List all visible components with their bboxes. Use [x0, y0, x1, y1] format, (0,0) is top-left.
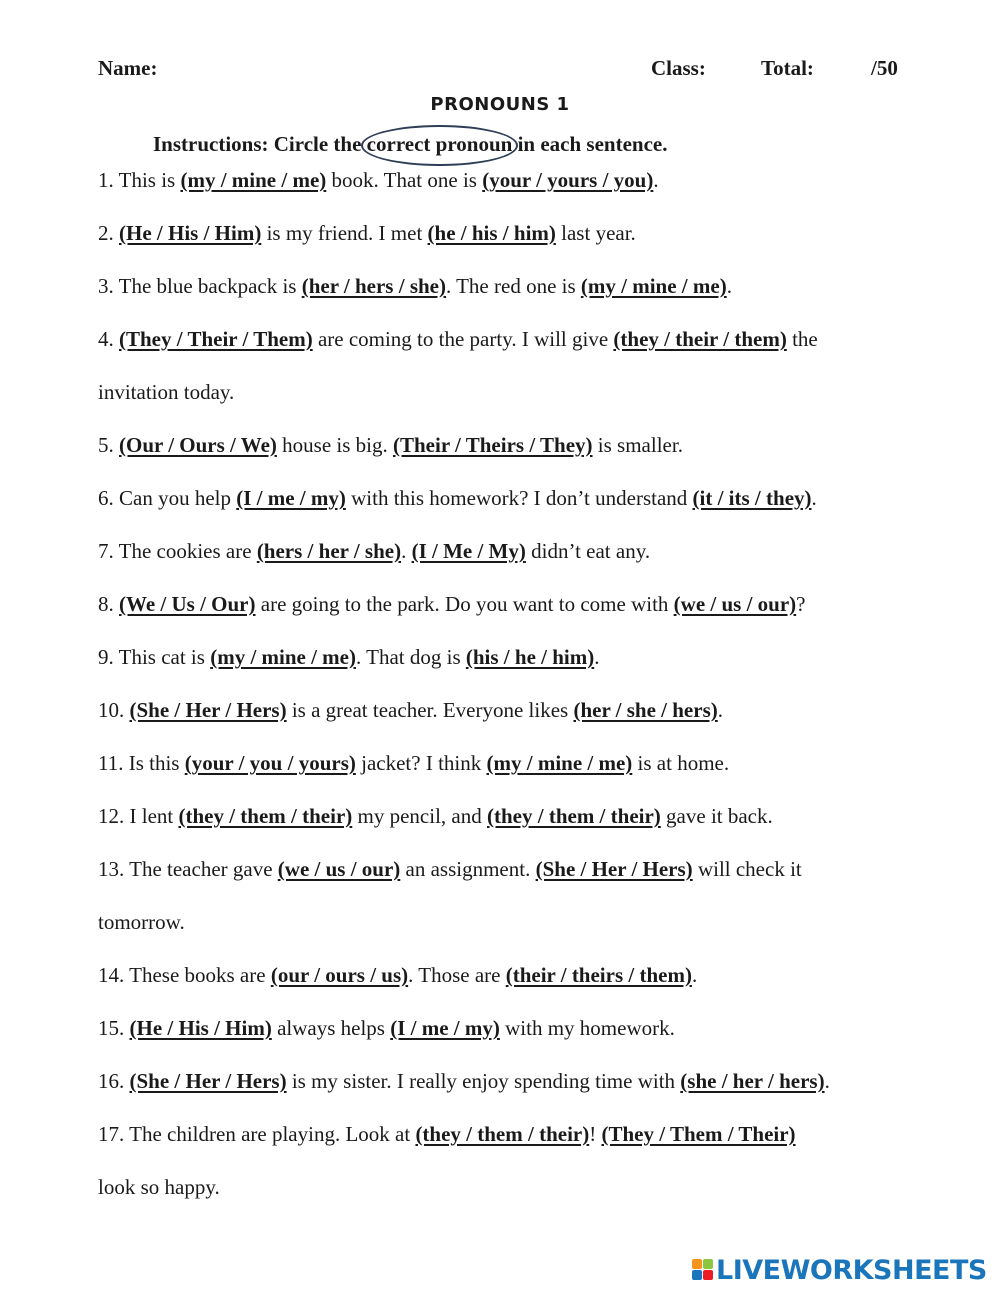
sentence-text: 7. The cookies are: [98, 539, 257, 563]
pronoun-choice[interactable]: (his / he / him): [465, 645, 595, 669]
question-line: [98, 272, 908, 325]
sentence-text: 9. This cat is: [98, 645, 211, 669]
pronoun-choice[interactable]: (we / us / our): [673, 592, 797, 616]
sentence-text: . Those are: [408, 963, 506, 987]
sentence-text: book. That one is: [326, 168, 483, 192]
sentence-text: didn’t eat any.: [525, 539, 651, 563]
sentence-text: gave it back.: [660, 804, 773, 828]
sentence-text: 11. Is this: [98, 751, 185, 775]
pronoun-choice[interactable]: (my / mine / me): [210, 645, 356, 669]
sentence-text: 14. These books are: [98, 963, 271, 987]
question-line: [98, 908, 908, 961]
instructions-circled-text: correct pronoun: [366, 132, 513, 156]
sentence-text: .: [653, 168, 659, 192]
question-line: [98, 166, 908, 219]
question-line: [98, 1014, 908, 1067]
question-line: [98, 855, 908, 908]
question-line: [98, 590, 908, 643]
pronoun-choice[interactable]: (they / them / their): [487, 804, 661, 828]
pronoun-choice[interactable]: (her / she / hers): [573, 698, 718, 722]
sentence-text: 10.: [98, 698, 130, 722]
pronoun-choice[interactable]: (my / mine / me): [486, 751, 633, 775]
pronoun-choice[interactable]: (their / theirs / them): [505, 963, 692, 987]
sentence-text: .: [717, 698, 723, 722]
question-line: [98, 1120, 908, 1173]
question-line: [98, 643, 908, 696]
question-line: [98, 749, 908, 802]
sentence-text: .: [824, 1069, 830, 1093]
sentence-text: jacket? I think: [355, 751, 487, 775]
total-label: Total:: [761, 56, 814, 80]
pronoun-choice[interactable]: (they / them / their): [178, 804, 353, 828]
sentence-text: house is big.: [276, 433, 393, 457]
sentence-text: look so happy.: [98, 1175, 220, 1199]
sentence-text: .: [401, 539, 412, 563]
pronoun-choice[interactable]: (it / its / they): [692, 486, 812, 510]
question-line: [98, 484, 908, 537]
instructions: [153, 132, 667, 157]
total-max: /50: [871, 56, 898, 80]
pronoun-choice[interactable]: (I / me / my): [390, 1016, 500, 1040]
question-line: [98, 696, 908, 749]
liveworksheets-logo-icon: [692, 1259, 714, 1281]
pronoun-choice[interactable]: (my / mine / me): [180, 168, 327, 192]
sentence-text: 8.: [98, 592, 119, 616]
pronoun-choice[interactable]: (we / us / our): [277, 857, 401, 881]
name-label: Name:: [98, 56, 158, 80]
question-line: [98, 219, 908, 272]
sentence-text: 16.: [98, 1069, 130, 1093]
pronoun-choice[interactable]: (She / Her / Hers): [535, 857, 693, 881]
sentence-text: .: [811, 486, 817, 510]
sentence-text: !: [589, 1122, 602, 1146]
sentence-text: always helps: [271, 1016, 391, 1040]
sentence-text: is my friend. I met: [261, 221, 428, 245]
sentence-text: will check it: [692, 857, 802, 881]
instructions-before: Instructions: Circle the: [153, 132, 367, 156]
question-line: [98, 537, 908, 590]
sentence-text: . That dog is: [356, 645, 466, 669]
pronoun-choice[interactable]: (they / them / their): [415, 1122, 590, 1146]
sentence-text: 1. This is: [98, 168, 181, 192]
worksheet-title: PRONOUNS 1: [430, 94, 570, 115]
pronoun-choice[interactable]: (He / His / Him): [129, 1016, 272, 1040]
question-line: [98, 431, 908, 484]
sentence-text: .: [594, 645, 600, 669]
pronoun-choice[interactable]: (Their / Theirs / They): [393, 433, 593, 457]
pronoun-choice[interactable]: (your / you / yours): [184, 751, 356, 775]
sentence-text: with my homework.: [499, 1016, 675, 1040]
sentence-text: is smaller.: [592, 433, 683, 457]
class-label: Class:: [651, 56, 706, 80]
pronoun-choice[interactable]: (We / Us / Our): [119, 592, 256, 616]
sentence-text: is my sister. I really enjoy spending time with: [286, 1069, 681, 1093]
logo-text: LIVEWORKSHEETS: [716, 1254, 987, 1286]
sentence-text: tomorrow.: [98, 910, 185, 934]
pronoun-choice[interactable]: (She / Her / Hers): [129, 698, 287, 722]
question-line: [98, 1067, 908, 1120]
sentence-text: 2.: [98, 221, 119, 245]
question-line: [98, 802, 908, 855]
pronoun-choice[interactable]: (they / their / them): [613, 327, 787, 351]
sentence-text: invitation today.: [98, 380, 235, 404]
sentence-text: ?: [796, 592, 806, 616]
sentence-text: my pencil, and: [352, 804, 487, 828]
pronoun-choice[interactable]: (her / hers / she): [301, 274, 446, 298]
pronoun-choice[interactable]: (They / Them / Their): [601, 1122, 796, 1146]
pronoun-choice[interactable]: (I / me / my): [236, 486, 346, 510]
sentence-text: 6. Can you help: [98, 486, 237, 510]
question-line: [98, 378, 908, 431]
sentence-text: are going to the park. Do you want to come with: [255, 592, 674, 616]
sentence-text: is a great teacher. Everyone likes: [286, 698, 574, 722]
sentence-text: is at home.: [632, 751, 730, 775]
sentence-text: are coming to the party. I will give: [312, 327, 614, 351]
liveworksheets-logo: [692, 1256, 987, 1284]
pronoun-choice[interactable]: (I / Me / My): [411, 539, 526, 563]
pronoun-choice[interactable]: (our / ours / us): [270, 963, 409, 987]
pronoun-choice[interactable]: (he / his / him): [427, 221, 556, 245]
question-line: [98, 1173, 908, 1226]
sentence-text: last year.: [555, 221, 636, 245]
pronoun-choice[interactable]: (hers / her / she): [256, 539, 402, 563]
sentence-text: the: [786, 327, 818, 351]
pronoun-choice[interactable]: (He / His / Him): [119, 221, 262, 245]
sentence-text: 17. The children are playing. Look at: [98, 1122, 416, 1146]
sentence-text: 3. The blue backpack is: [98, 274, 302, 298]
pronoun-choice[interactable]: (Our / Ours / We): [119, 433, 277, 457]
sentence-text: an assignment.: [400, 857, 536, 881]
sentence-text: 4.: [98, 327, 119, 351]
sentence-text: . The red one is: [445, 274, 581, 298]
pronoun-choice[interactable]: (She / Her / Hers): [129, 1069, 287, 1093]
pronoun-choice[interactable]: (my / mine / me): [580, 274, 727, 298]
question-line: [98, 325, 908, 378]
sentence-text: .: [691, 963, 698, 987]
pronoun-choice[interactable]: (she / her / hers): [680, 1069, 825, 1093]
sentence-text: with this homework? I don’t understand: [345, 486, 693, 510]
question-line: [98, 961, 908, 1014]
pronoun-choice[interactable]: (your / yours / you): [482, 168, 654, 192]
sentence-text: 5.: [98, 433, 119, 457]
pronoun-choice[interactable]: (They / Their / Them): [119, 327, 313, 351]
sentence-text: 12. I lent: [98, 804, 179, 828]
sentence-text: 13. The teacher gave: [98, 857, 278, 881]
sentence-text: 15.: [98, 1016, 130, 1040]
instructions-after: in each sentence.: [512, 132, 668, 156]
worksheet-header: [98, 56, 902, 84]
sentence-text: .: [726, 274, 732, 298]
question-list: [98, 166, 908, 1226]
